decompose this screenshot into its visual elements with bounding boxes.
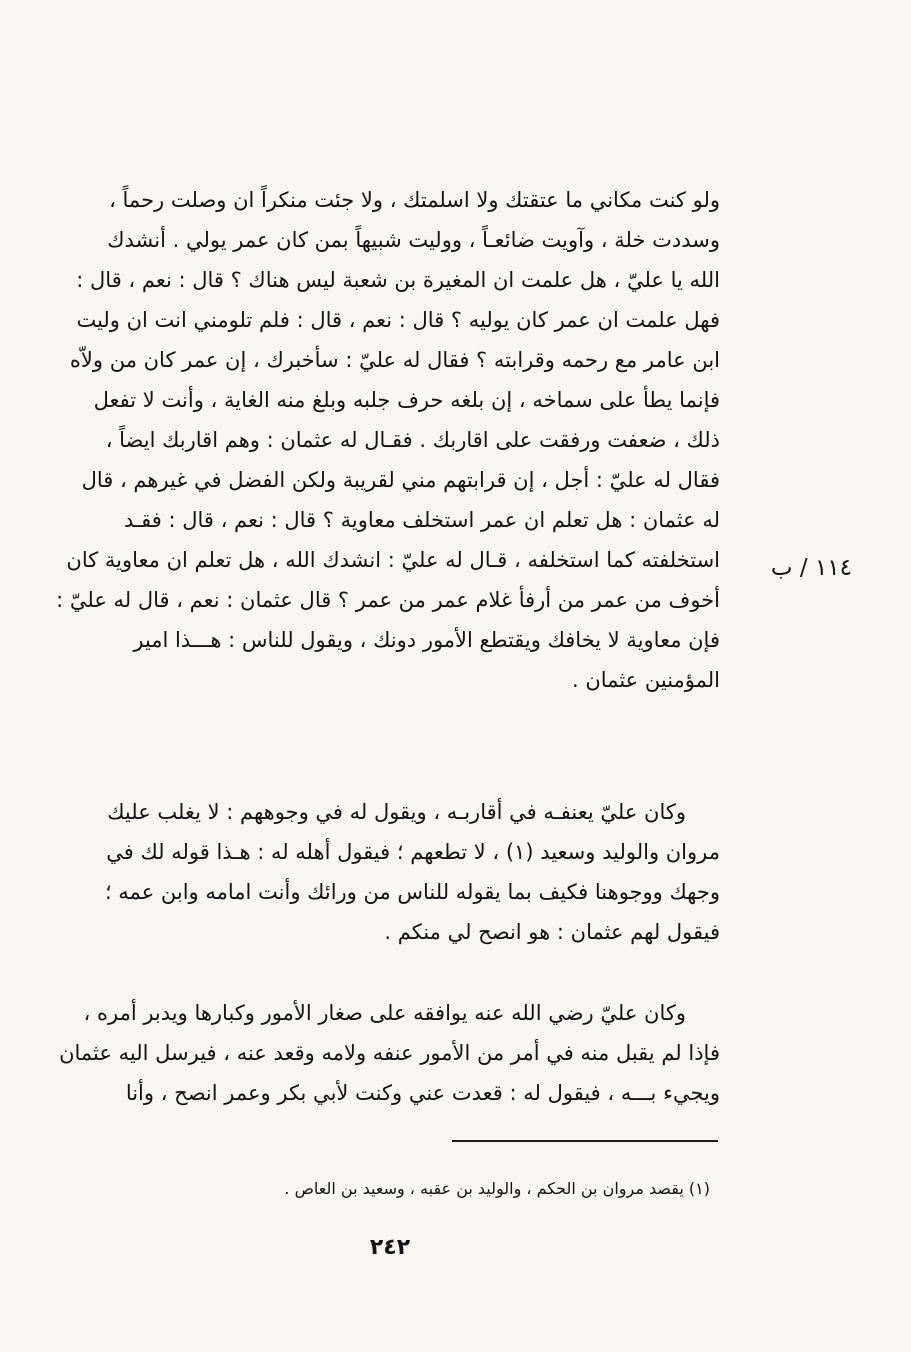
- text-line: مروان والوليد وسعيد (١) ، لا تطعهم ؛ فيقول أهله له : هـذا قوله لك في: [106, 840, 720, 864]
- text-line: فإذا لم يقبل منه في أمر من الأمور عنفه ولامه وقعد عنه ، فيرسل اليه عثمان: [59, 1041, 720, 1065]
- text-line: فإن معاوية لا يخافك ويقتطع الأمور دونك ، ويقول للناس : هـــذا امير: [133, 628, 720, 652]
- text-line: له عثمان : هل تعلم ان عمر استخلف معاوية ؟ قال : نعم ، قال : فقـد: [123, 508, 720, 532]
- text-line: وسددت خلة ، وآويت ضائعـاً ، ووليت شبيهاً بمن كان عمر يولي . أنشدك: [107, 228, 720, 252]
- page-number: ٢٤٢: [369, 1235, 411, 1260]
- paragraph-1: [40, 180, 720, 700]
- text-line: ولو كنت مكاني ما عتقتك ولا اسلمتك ، ولا جئت منكراً ان وصلت رحماً ،: [109, 188, 720, 212]
- paragraph-2: [40, 792, 720, 952]
- text-line: ويجيء بـــه ، فيقول له : قعدت عني وكنت لأبي بكر وعمر انصح ، وأنا: [125, 1081, 720, 1105]
- text-line: المؤمنين عثمان .: [572, 668, 720, 692]
- text-line: فإنما يطأ على سماخه ، إن بلغه حرف جلبه وبلغ منه الغاية ، وأنت لا تفعل: [93, 388, 720, 412]
- text-line: وجهك ووجوهنا فكيف بما يقوله للناس من ورائك وأنت امامه وابن عمه ؛: [104, 880, 720, 904]
- footnote: (١) يقصد مروان بن الحكم ، والوليد بن عقبه ، وسعيد بن العاص .: [284, 1179, 710, 1198]
- text-line: وكان عليّ يعنفـه في أقاربـه ، ويقول له في وجوههم : لا يغلب عليك: [107, 800, 686, 824]
- text-line: فقال له عليّ : أجل ، إن قرابتهم مني لقريبة ولكن الفضل في غيرهم ، قال: [81, 468, 720, 492]
- paragraph-3: [40, 993, 720, 1113]
- text-line: ذلك ، ضعفت ورفقت على اقاربك . فقـال له عثمان : وهم اقاربك ايضاً ،: [105, 428, 720, 452]
- text-line: فهل علمت ان عمر كان يوليه ؟ قال : نعم ، قال : فلم تلومني انت ان وليت: [76, 308, 720, 332]
- footnote-divider: [452, 1140, 718, 1142]
- text-line: فيقول لهم عثمان : هو انصح لي منكم .: [384, 920, 720, 944]
- text-line: أخوف من عمر من أرفأ غلام عمر من عمر ؟ قال عثمان : نعم ، قال له عليّ :: [56, 588, 720, 612]
- text-line: الله يا عليّ ، هل علمت ان المغيرة بن شعبة ليس هناك ؟ قال : نعم ، قال :: [76, 268, 720, 292]
- text-line: وكان عليّ رضي الله عنه يوافقه على صغار الأمور وكبارها ويدبر أمره ،: [83, 1001, 686, 1025]
- margin-folio-note: ١١٤ / ب: [770, 555, 852, 581]
- text-line: استخلفته كما استخلفه ، قـال له عليّ : انشدك الله ، هل تعلم ان معاوية كان: [66, 548, 720, 572]
- text-line: ابن عامر مع رحمه وقرابته ؟ فقال له عليّ : سأخبرك ، إن عمر كان من ولاّه: [69, 348, 720, 372]
